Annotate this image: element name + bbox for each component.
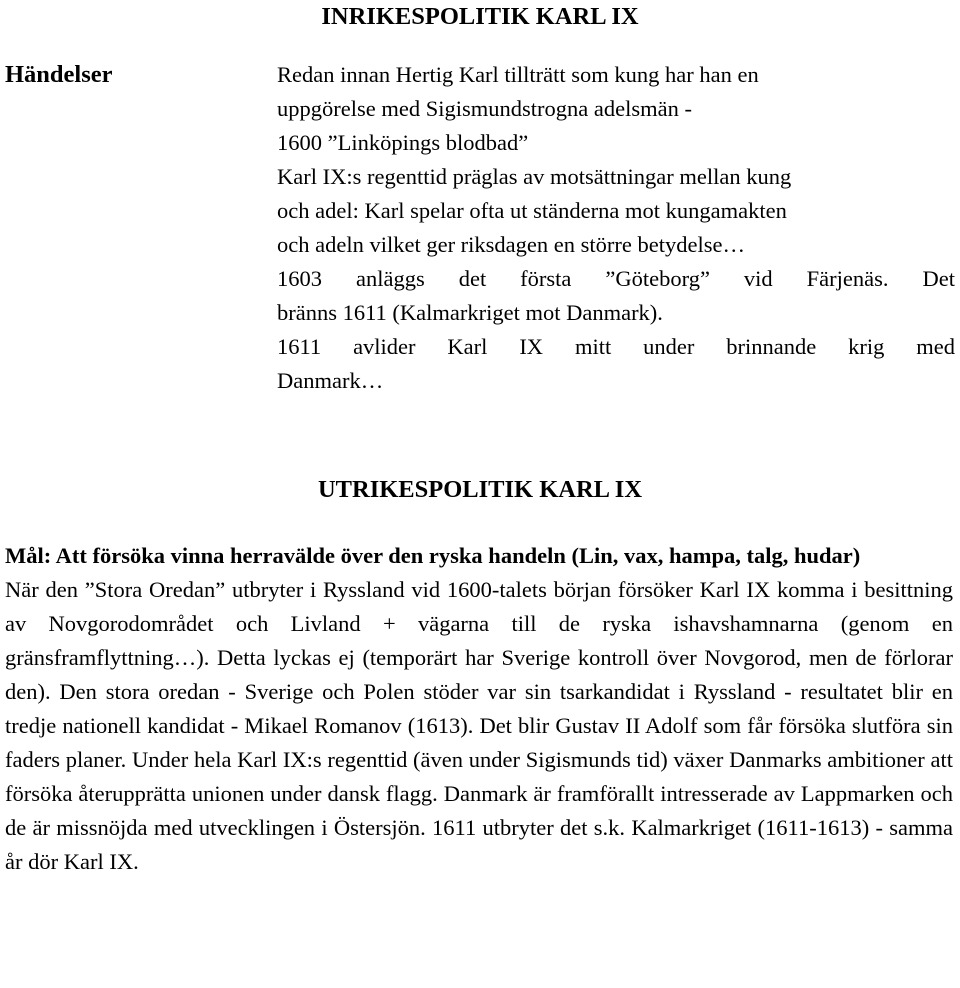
event-line: Karl IX:s regenttid präglas av motsättningar mellan kung (277, 164, 792, 189)
event-line: Danmark… (277, 368, 384, 393)
section-title-utrikespolitik: UTRIKESPOLITIK KARL IX (317, 476, 643, 503)
section-title-inrikespolitik: INRIKESPOLITIK KARL IX (321, 3, 639, 30)
foreign-policy-body: När den ”Stora Oredan” utbryter i Ryssland vid 1600-talets början försöker Karl IX komma i besittning av Novgorodområdet och Livland + vägarna till de ryska ishavshamnarna (genom en gränsframflyttning…). Detta lyckas ej (temporärt har Sverige kontroll över Novgorod, men de förlorar den). Den stora oredan - Sverige och Polen stöder var sin tsarkandidat i Ryssland - resultatet blir en tredje nationell kandidat - Mikael Romanov (1613). Det blir Gustav II Adolf som får försöka slutföra sin faders planer. Under hela Karl IX:s regenttid (även under Sigismunds tid) växer Danmarks ambitioner att försöka återupprätta unionen under dansk flagg. Danmark är framförallt intresserade av Lappmarken och de är missnöjda med utvecklingen i Östersjön. 1611 utbryter det s.k. Kalmarkriget (1611-1613) - samma år dör Karl IX. (5, 577, 953, 874)
event-line: 1603 anläggs det första ”Göteborg” vid Färjenäs. Det (277, 266, 955, 291)
goal-statement: Mål: Att försöka vinna herravälde över den ryska handeln (Lin, vax, hampa, talg, hudar) (5, 543, 861, 568)
event-line: Redan innan Hertig Karl tillträtt som kung har han en (277, 62, 759, 87)
event-line: och adel: Karl spelar ofta ut ständerna mot kungamakten (277, 198, 787, 223)
event-line: 1611 avlider Karl IX mitt under brinnande krig med (277, 334, 955, 359)
events-label: Händelser (5, 61, 113, 88)
event-line: uppgörelse med Sigismundstrogna adelsmän - (277, 96, 692, 121)
events-text (277, 58, 955, 398)
event-line: och adeln vilket ger riksdagen en större betydelse… (277, 232, 745, 257)
event-line: 1600 ”Linköpings blodbad” (277, 130, 529, 155)
foreign-policy-section (5, 539, 953, 879)
event-line: bränns 1611 (Kalmarkriget mot Danmark). (277, 300, 663, 325)
